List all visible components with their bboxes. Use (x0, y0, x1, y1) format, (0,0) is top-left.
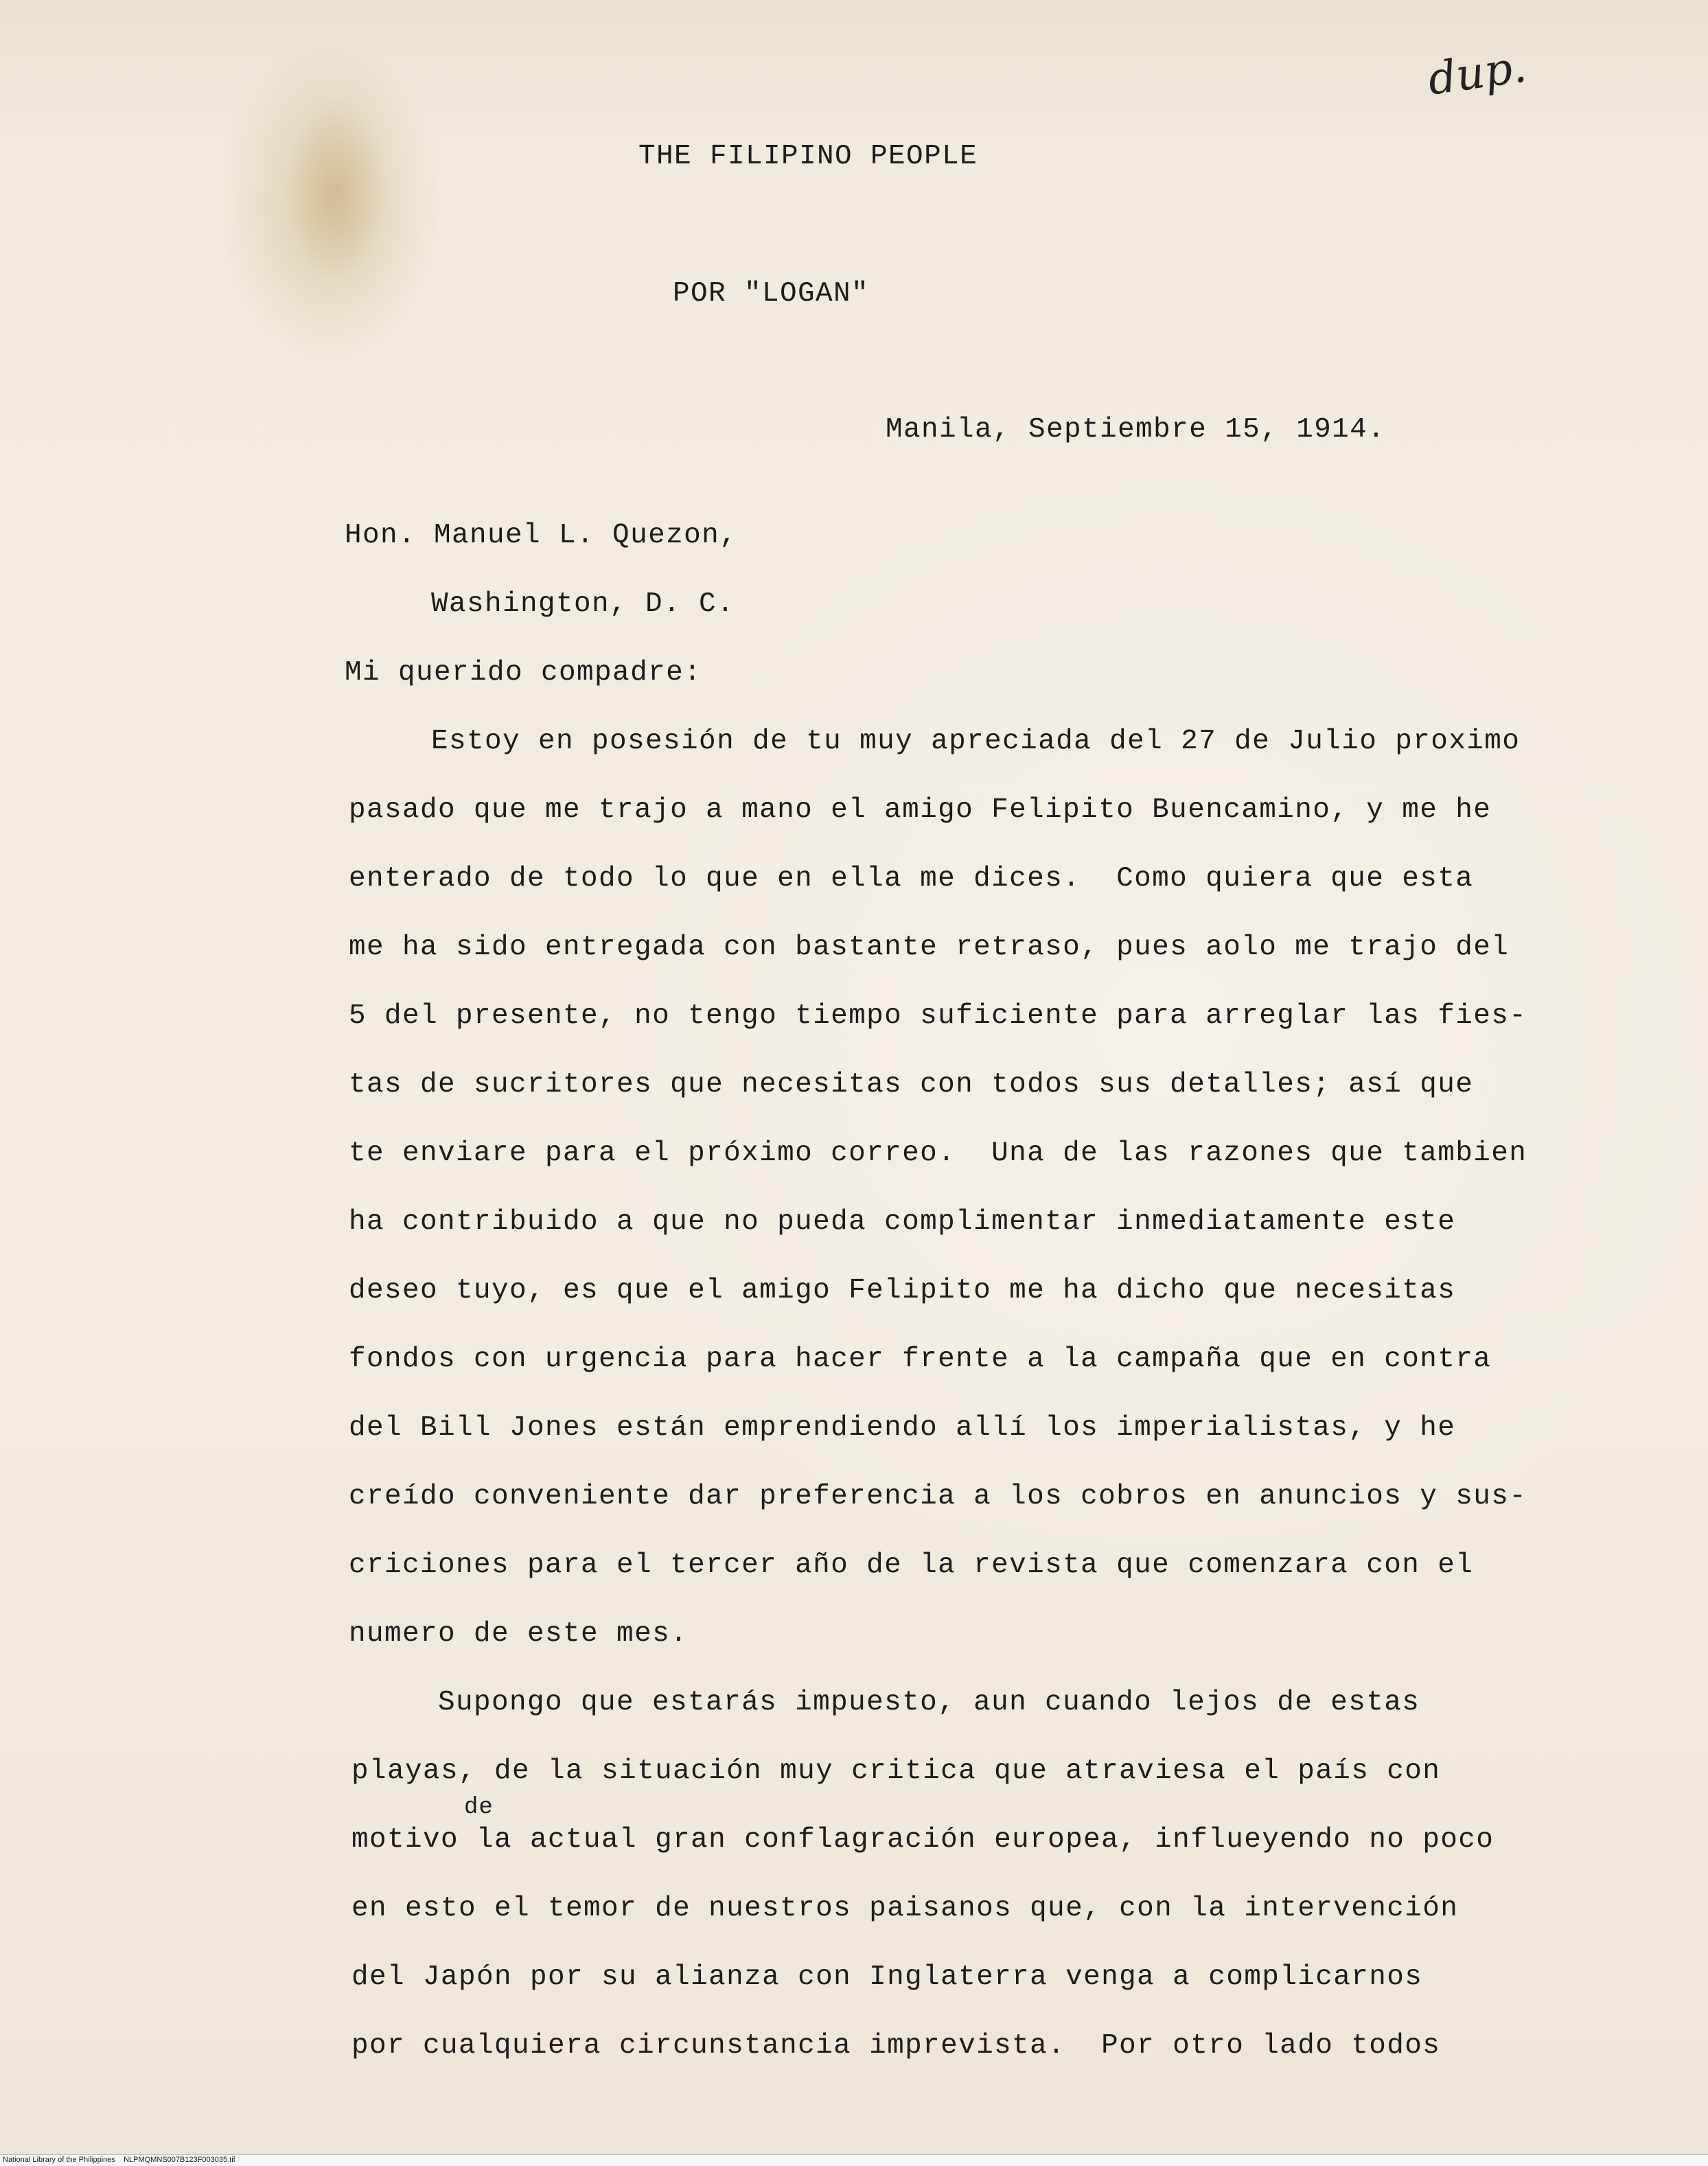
scan-footer (0, 2154, 1708, 2166)
scan-label: National Library of the Philippines NLPMQMNS007B123F003035.tif (3, 2156, 235, 2164)
paragraph1-line: enterado de todo lo que en ella me dices. Como quiera que esta (349, 863, 1474, 895)
paragraph1-line: Estoy en posesión de tu muy apreciada del 27 de Julio proximo (431, 726, 1521, 757)
paragraph2-line: Supongo que estarás impuesto, aun cuando lejos de estas (438, 1687, 1420, 1718)
recipient-address: Washington, D. C. (431, 588, 735, 620)
paragraph1-line: numero de este mes. (349, 1618, 689, 1650)
paragraph1-line: fondos con urgencia para hacer frente a la campaña que en contra (349, 1344, 1492, 1375)
paper-stain (285, 96, 388, 281)
letter-date: Manila, Septiembre 15, 1914. (886, 414, 1386, 446)
document-byline: POR "LOGAN" (673, 278, 870, 310)
paragraph1-line: pasado que me trajo a mano el amigo Felipito Buencamino, y me he (349, 794, 1492, 826)
salutation: Mi querido compadre: (345, 657, 702, 689)
paragraph2-line: del Japón por su alianza con Inglaterra venga a complicarnos (351, 1961, 1423, 1993)
interlineated-word: de (464, 1795, 494, 1821)
paragraph2-line: playas, de la situación muy critica que atraviesa el país con (351, 1755, 1441, 1787)
paragraph1-line: criciones para el tercer año de la revista que comenzara con el (349, 1549, 1474, 1581)
recipient-name: Hon. Manuel L. Quezon, (345, 520, 738, 551)
paragraph1-line: del Bill Jones están emprendiendo allí los imperialistas, y he (349, 1412, 1456, 1444)
paragraph2-line: en esto el temor de nuestros paisanos que, con la intervención (351, 1893, 1459, 1924)
paragraph2-line: motivo la actual gran conflagración europea, influeyendo no poco (351, 1824, 1494, 1856)
paragraph2-line: por cualquiera circunstancia imprevista. Por otro lado todos (351, 2030, 1441, 2062)
paragraph1-line: tas de sucritores que necesitas con todos sus detalles; así que (349, 1069, 1474, 1101)
paragraph1-line: ha contribuido a que no pueda complimentar inmediatamente este (349, 1206, 1456, 1238)
handwritten-annotation: dup. (1424, 41, 1530, 106)
document-title: THE FILIPINO PEOPLE (638, 141, 978, 172)
paragraph1-line: deseo tuyo, es que el amigo Felipito me ha dicho que necesitas (349, 1275, 1456, 1306)
paragraph1-line: creído conveniente dar preferencia a los cobros en anuncios y sus- (349, 1481, 1527, 1512)
paragraph1-line: me ha sido entregada con bastante retraso, pues aolo me trajo del (349, 932, 1510, 963)
paragraph1-line: te enviare para el próximo correo. Una de las razones que tambien (349, 1138, 1527, 1169)
paragraph1-line: 5 del presente, no tengo tiempo suficiente para arreglar las fies- (349, 1000, 1527, 1032)
